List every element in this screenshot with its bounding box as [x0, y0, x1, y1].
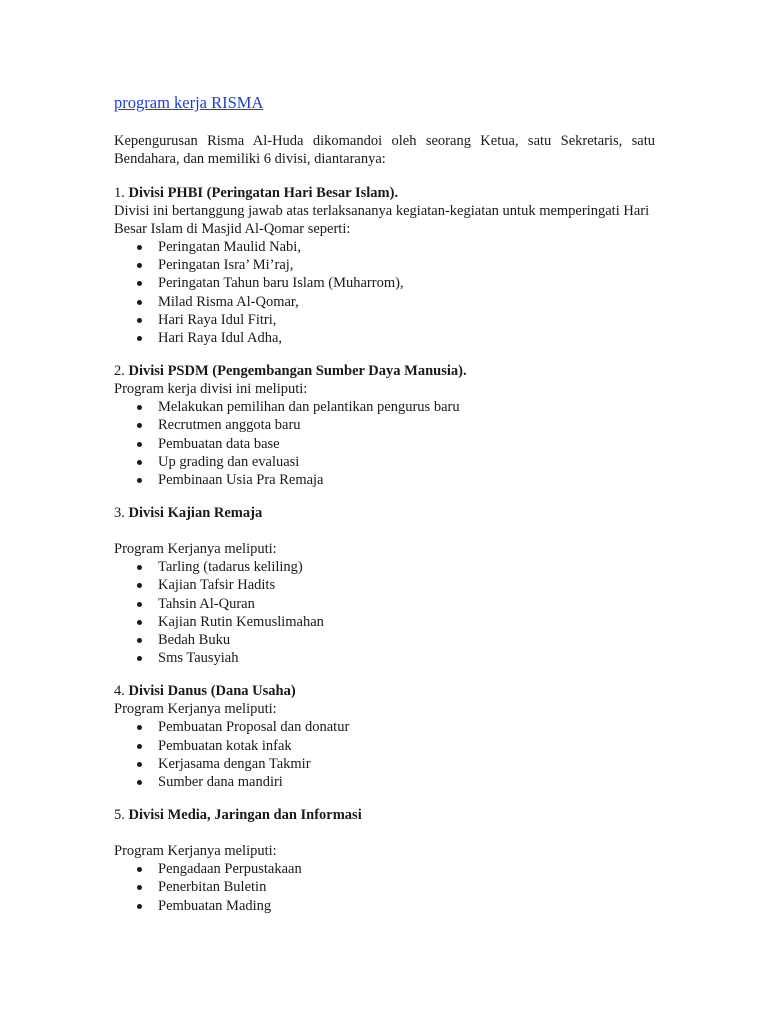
bullet-icon [137, 602, 142, 607]
bullet-icon [137, 725, 142, 730]
bullet-icon [137, 300, 142, 305]
list-item: Melakukan pemilihan dan pelantikan pengurus baru [114, 398, 655, 416]
bullet-icon [137, 336, 142, 341]
section-title: Divisi PSDM (Pengembangan Sumber Daya Manusia). [128, 363, 467, 380]
section-description: Program Kerjanya meliputi: [114, 541, 277, 558]
section-item-list [114, 860, 655, 915]
list-item: Hari Raya Idul Adha, [114, 329, 655, 347]
document-page [114, 92, 655, 930]
bullet-icon [137, 423, 142, 428]
bullet-icon [137, 885, 142, 890]
section-kajian-remaja [114, 504, 655, 667]
bullet-icon [137, 656, 142, 661]
list-item: Pembuatan kotak infak [114, 737, 655, 755]
list-item: Kajian Rutin Kemuslimahan [114, 613, 655, 631]
section-item-list [114, 398, 655, 489]
bullet-icon [137, 442, 142, 447]
section-title: Divisi Danus (Dana Usaha) [128, 683, 296, 700]
list-item: Penerbitan Buletin [114, 878, 655, 896]
section-number: 5. [114, 807, 125, 824]
list-item: Up grading dan evaluasi [114, 453, 655, 471]
section-number: 3. [114, 505, 125, 522]
blank-line [114, 522, 655, 540]
section-heading [114, 184, 655, 202]
list-item: Pembuatan data base [114, 435, 655, 453]
section-phbi [114, 184, 655, 347]
list-item: Sms Tausyiah [114, 649, 655, 667]
section-description: Divisi ini bertanggung jawab atas terlaksananya kegiatan-kegiatan untuk memperingati Hari Besar Islam di Masjid Al-Qomar seperti: [114, 203, 650, 237]
list-item: Kerjasama dengan Takmir [114, 755, 655, 773]
section-item-list [114, 238, 655, 347]
list-item: Peringatan Maulid Nabi, [114, 238, 655, 256]
list-item: Hari Raya Idul Fitri, [114, 311, 655, 329]
list-item: Recrutmen anggota baru [114, 416, 655, 434]
list-item: Peringatan Tahun baru Islam (Muharrom), [114, 274, 655, 292]
section-item-list [114, 718, 655, 791]
bullet-icon [137, 620, 142, 625]
section-description: Program Kerjanya meliputi: [114, 701, 277, 718]
section-psdm [114, 362, 655, 489]
bullet-icon [137, 263, 142, 268]
list-item: Tarling (tadarus keliling) [114, 558, 655, 576]
section-description: Program Kerjanya meliputi: [114, 843, 277, 860]
bullet-icon [137, 638, 142, 643]
section-number: 2. [114, 363, 125, 380]
bullet-icon [137, 565, 142, 570]
section-title: Divisi PHBI (Peringatan Hari Besar Islam). [128, 185, 399, 201]
section-item-list [114, 558, 655, 667]
section-title: Divisi Kajian Remaja [128, 505, 263, 522]
list-item: Peringatan Isra’ Mi’raj, [114, 256, 655, 274]
section-number: 1. [114, 185, 125, 201]
section-number: 4. [114, 683, 125, 700]
list-item: Kajian Tafsir Hadits [114, 576, 655, 594]
bullet-icon [137, 867, 142, 872]
bullet-icon [137, 583, 142, 588]
list-item: Pembinaan Usia Pra Remaja [114, 471, 655, 489]
list-item: Pembuatan Mading [114, 897, 655, 915]
bullet-icon [137, 405, 142, 410]
blank-line [114, 824, 655, 842]
list-item: Tahsin Al-Quran [114, 595, 655, 613]
list-item: Pembuatan Proposal dan donatur [114, 718, 655, 736]
bullet-icon [137, 762, 142, 767]
bullet-icon [137, 318, 142, 323]
section-danus [114, 682, 655, 791]
list-item: Pengadaan Perpustakaan [114, 860, 655, 878]
bullet-icon [137, 460, 142, 465]
bullet-icon [137, 281, 142, 286]
section-media [114, 806, 655, 915]
bullet-icon [137, 780, 142, 785]
list-item: Bedah Buku [114, 631, 655, 649]
bullet-icon [137, 744, 142, 749]
section-heading [114, 362, 655, 380]
bullet-icon [137, 478, 142, 483]
list-item: Sumber dana mandiri [114, 773, 655, 791]
section-heading [114, 504, 655, 522]
bullet-icon [137, 245, 142, 250]
section-description: Program kerja divisi ini meliputi: [114, 381, 308, 398]
bullet-icon [137, 904, 142, 909]
section-heading [114, 806, 655, 824]
list-item: Milad Risma Al-Qomar, [114, 293, 655, 311]
intro-paragraph: Kepengurusan Risma Al-Huda dikomandoi oleh seorang Ketua, satu Sekretaris, satu Bendahara, dan memiliki 6 divisi, diantaranya: [114, 133, 655, 167]
page-title-link[interactable]: program kerja RISMA [114, 93, 264, 112]
section-heading [114, 682, 655, 700]
section-title: Divisi Media, Jaringan dan Informasi [128, 807, 362, 824]
